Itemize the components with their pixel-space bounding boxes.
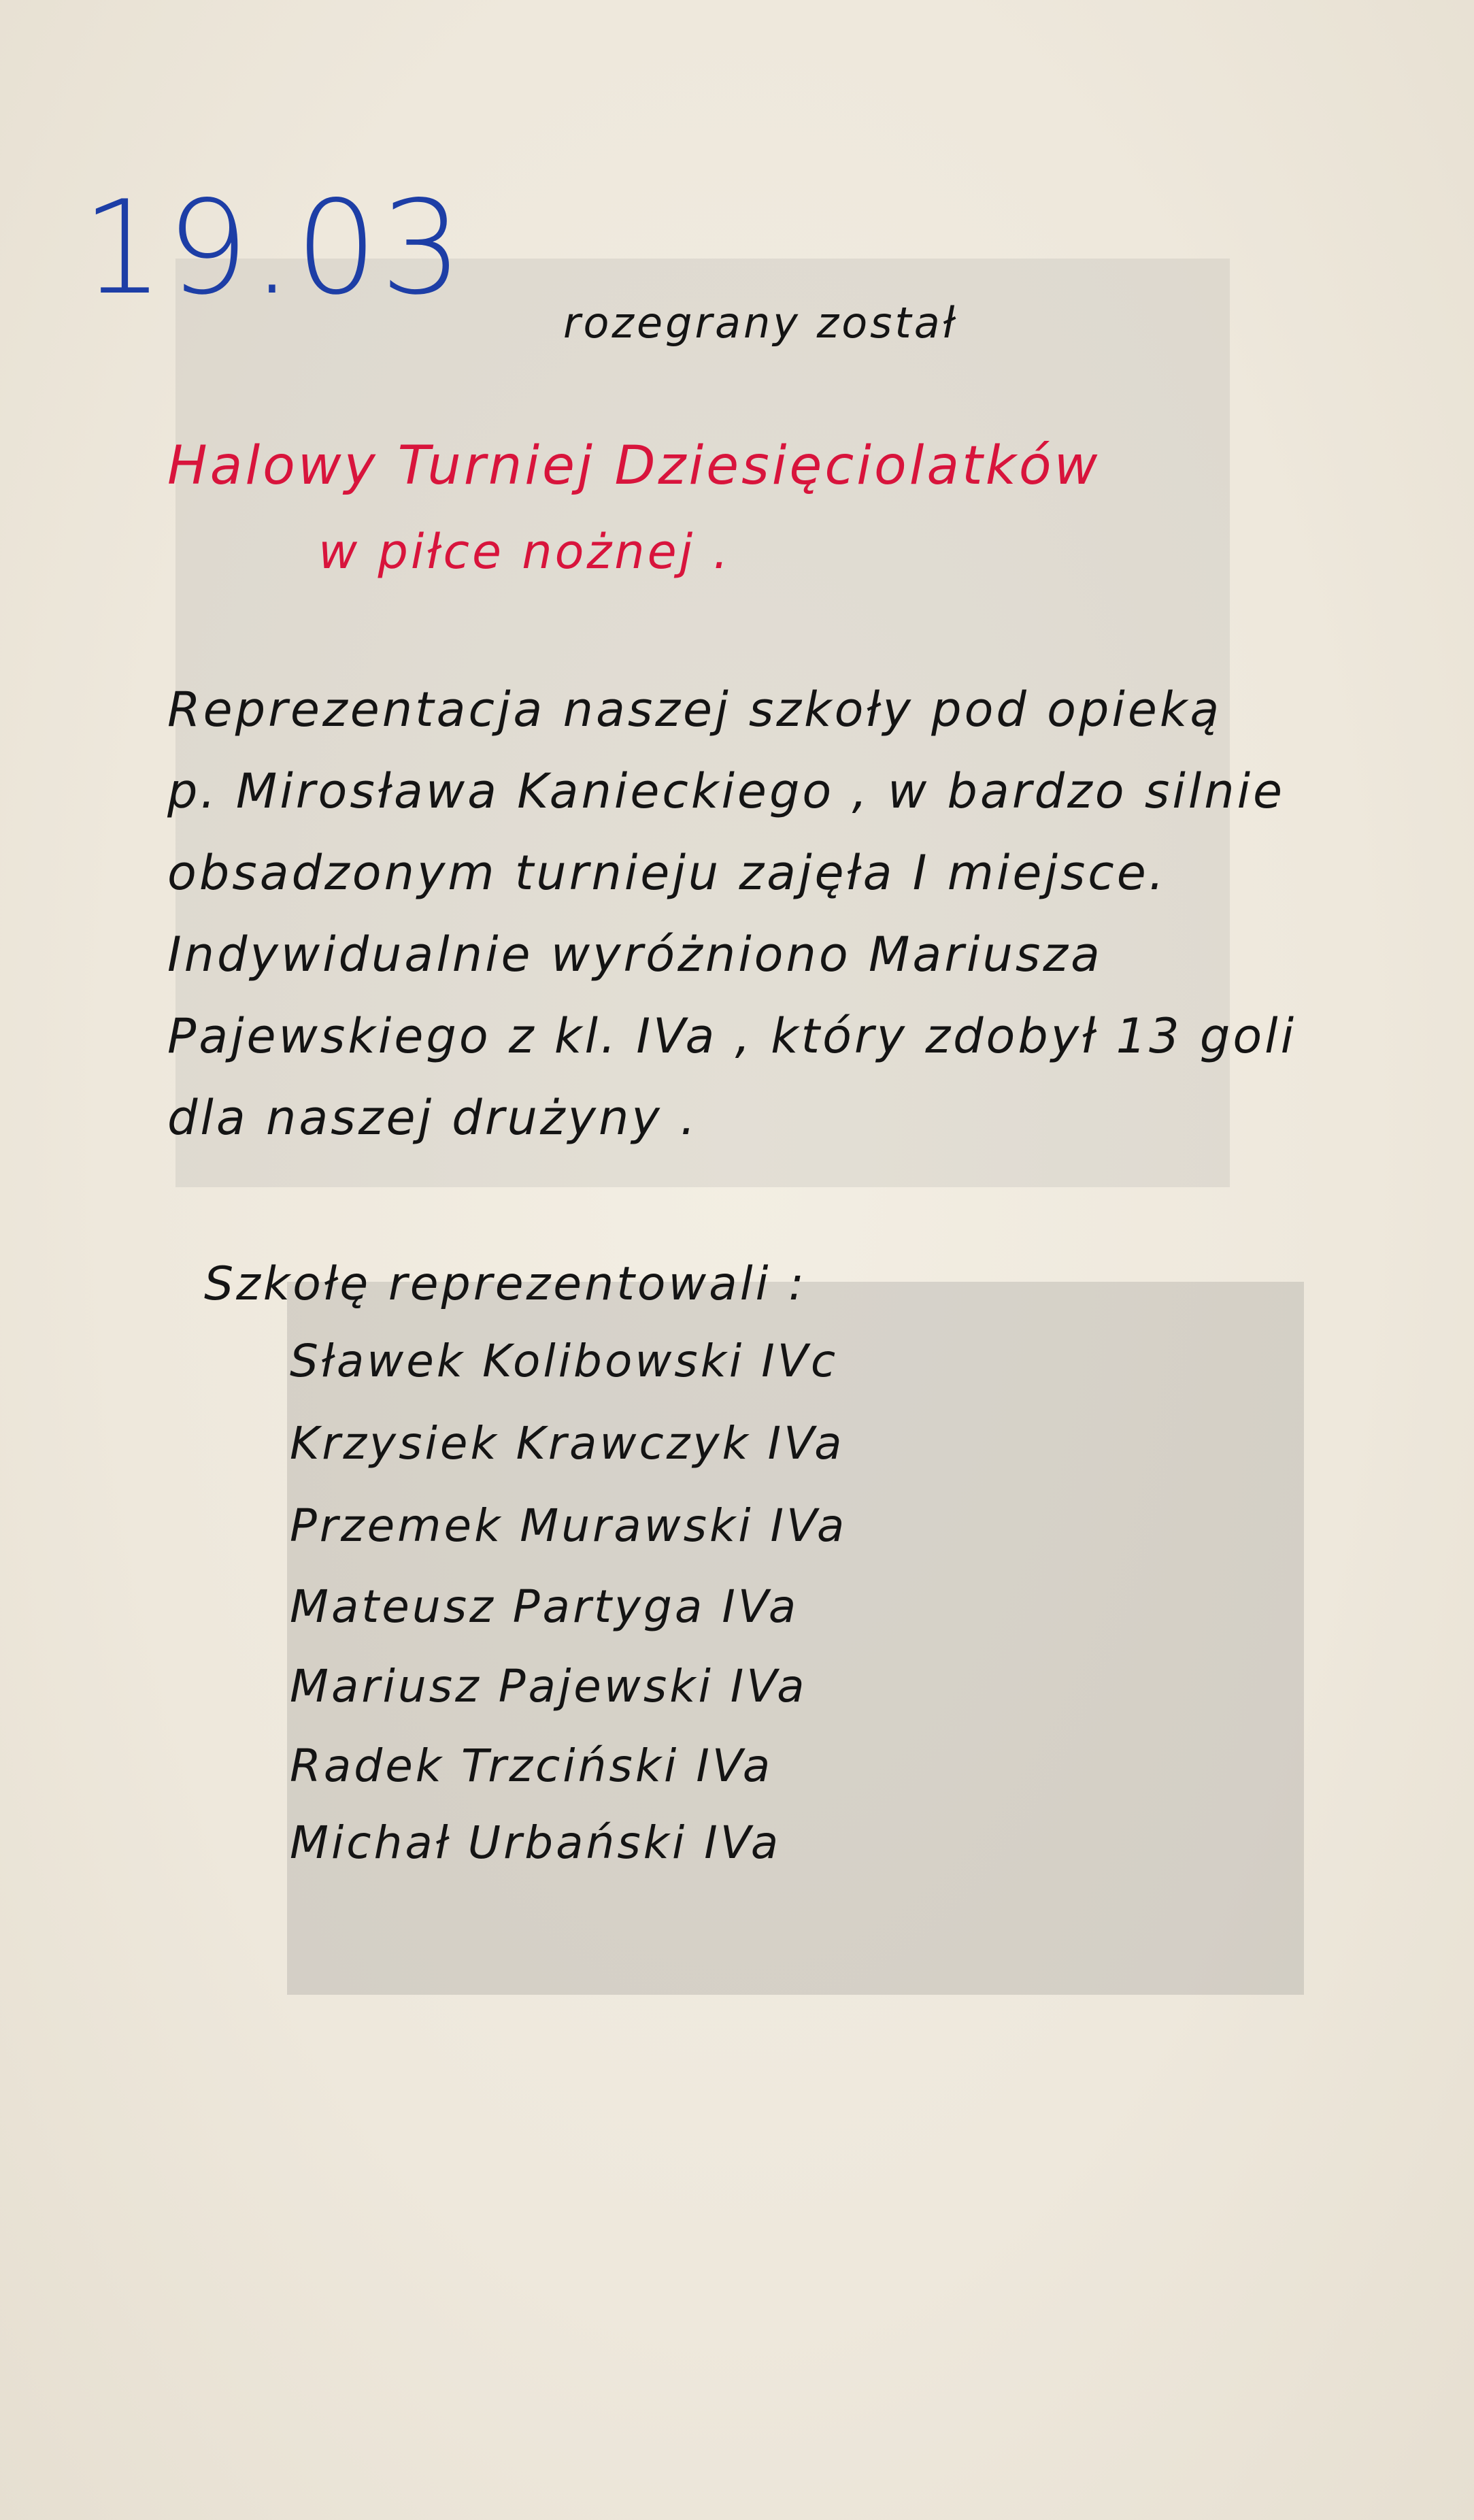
team-member: Radek Trzciński IVa — [290, 1740, 773, 1792]
body-text-line: dla naszej drużyny . — [167, 1090, 699, 1146]
body-text-line: Indywidualnie wyróżniono Mariusza — [167, 927, 1103, 982]
event-title-line-2: w piłce nożnej . — [318, 524, 731, 580]
team-heading: Szkołę reprezentowali : — [204, 1257, 807, 1311]
team-member: Sławek Kolibowski IVc — [290, 1335, 839, 1387]
body-text-line: Pajewskiego z kl. IVa , który zdobył 13 goli — [167, 1008, 1297, 1064]
team-member: Krzysiek Krawczyk IVa — [290, 1417, 845, 1470]
entry-date: 19.03 — [82, 173, 465, 323]
body-text-line: obsadzonym turnieju zajęła I miejsce. — [167, 845, 1167, 901]
team-member: Mateusz Partyga IVa — [290, 1580, 799, 1633]
team-member: Przemek Murawski IVa — [290, 1499, 848, 1552]
body-text-line: p. Mirosława Kanieckiego , w bardzo silnie — [167, 763, 1286, 819]
team-member: Michał Urbański IVa — [290, 1817, 782, 1869]
team-member: Mariusz Pajewski IVa — [290, 1660, 807, 1712]
event-title-line-1: Halowy Turniej Dziesięciolatków — [167, 435, 1101, 497]
bleed-through-photo-lower — [287, 1282, 1304, 1995]
lead-text: rozegrany został — [563, 298, 958, 348]
body-text-line: Reprezentacja naszej szkoły pod opieką — [167, 682, 1222, 737]
